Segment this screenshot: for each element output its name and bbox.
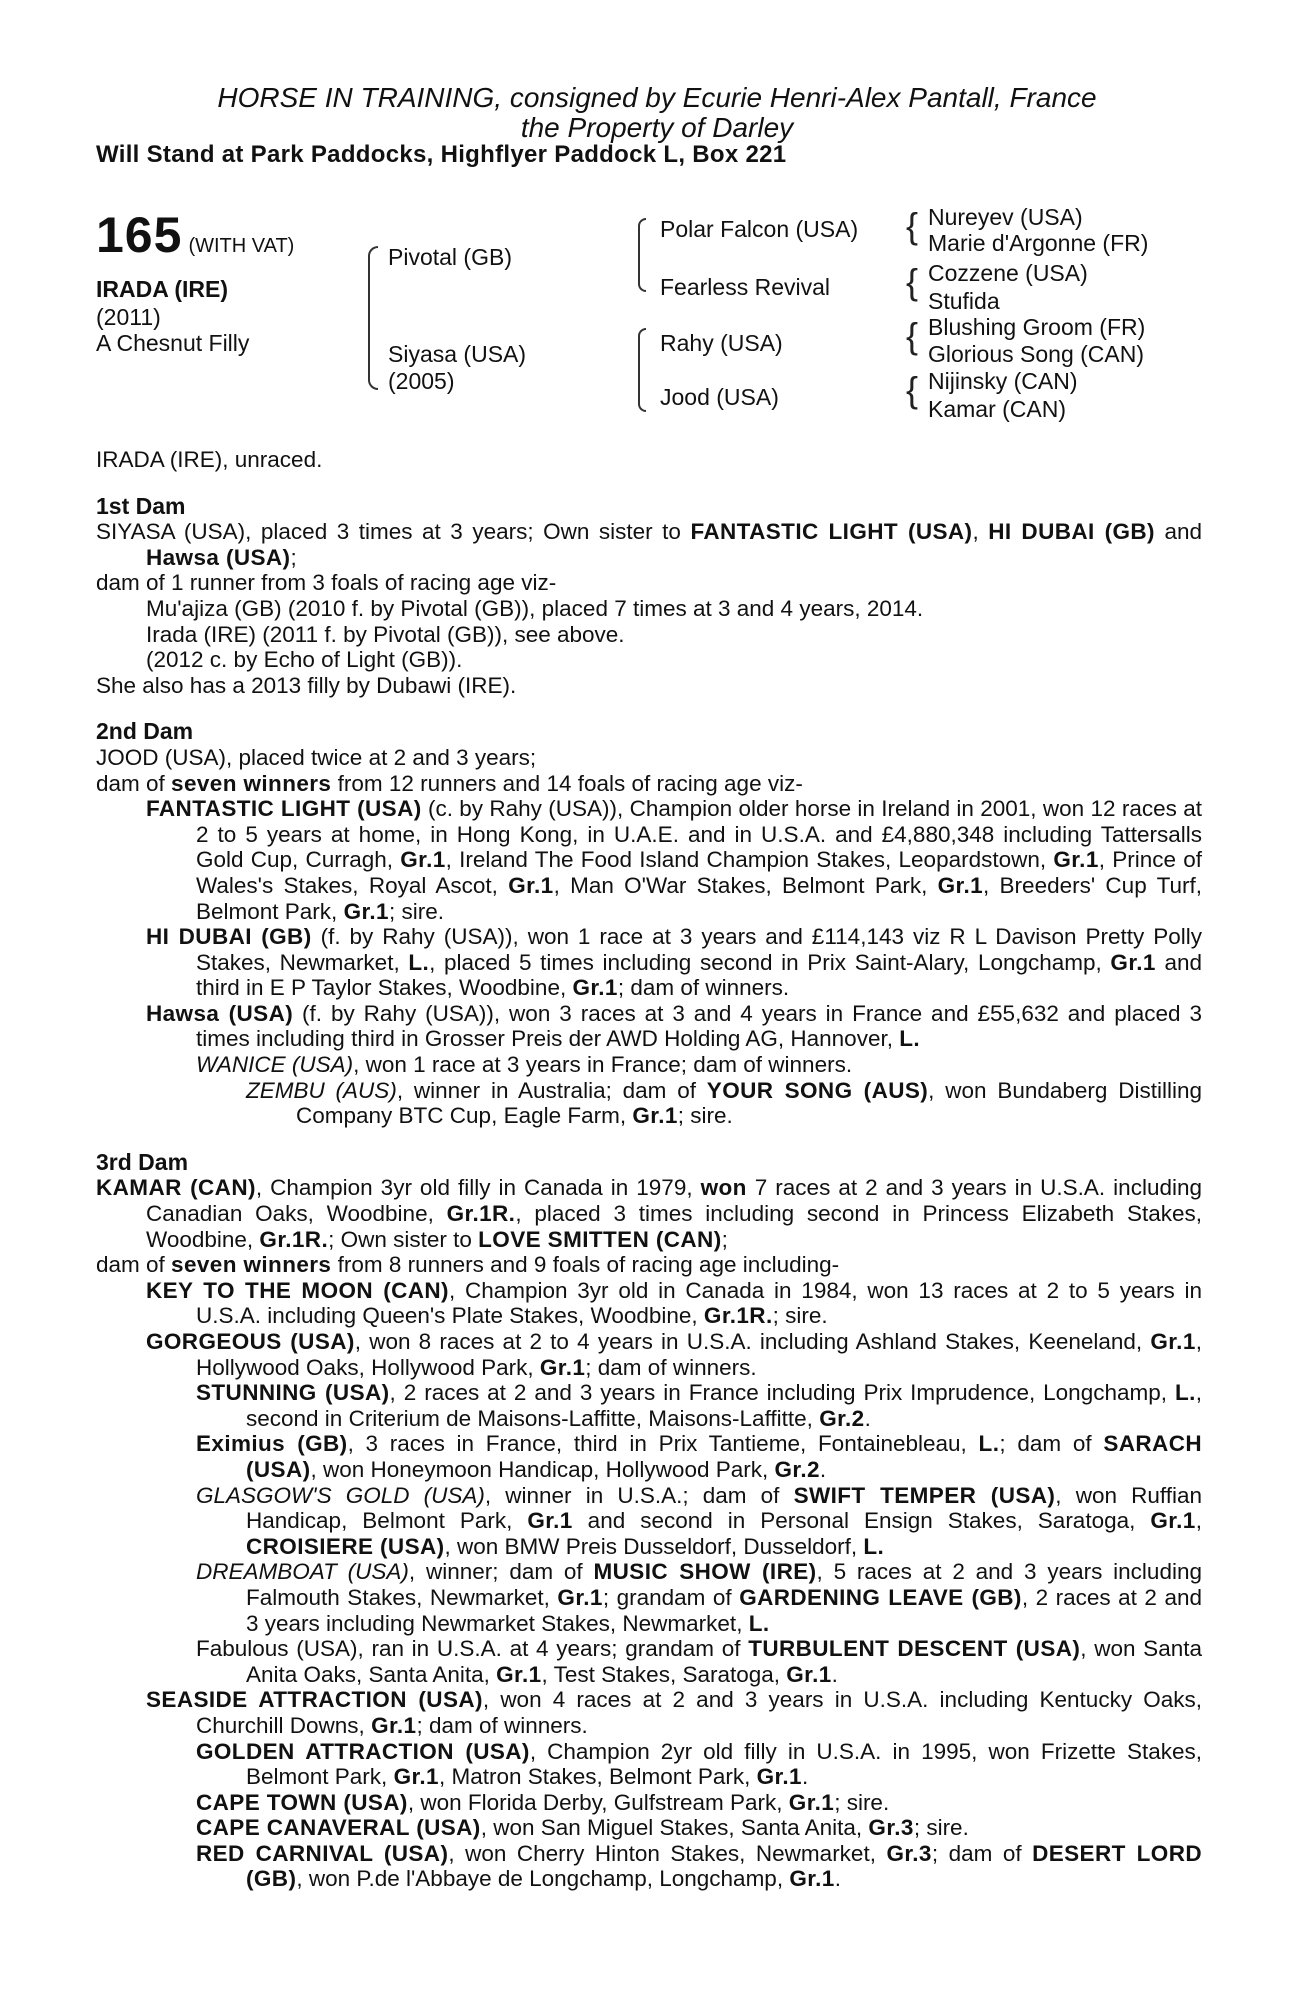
pedigree-brace: {	[906, 315, 919, 356]
pedigree-dsd: Glorious Song (CAN)	[928, 341, 1145, 367]
produce-entry: SEASIDE ATTRACTION (USA), won 4 races at 2 and 3 years in U.S.A. including Kentucky Oaks, Churchill Downs, Gr.1; dam of winners.	[146, 1687, 1202, 1738]
unraced-note: IRADA (IRE), unraced.	[96, 447, 323, 472]
pedigree-dam: Siyasa (USA)	[388, 341, 527, 367]
dam-paragraph: dam of seven winners from 8 runners and 9 foals of racing age including-	[96, 1252, 840, 1278]
produce-entry: HI DUBAI (GB) (f. by Rahy (USA)), won 1 race at 3 years and £114,143 viz R L Davison Pretty Polly Stakes, Newmarket, L., placed 5 times including second in Prix Saint-Alary, Longchamp, Gr.1 and third in E P Taylor Stakes, Woodbine, Gr.1; dam of winners.	[146, 924, 1202, 1001]
produce-entry: RED CARNIVAL (USA), won Cherry Hinton Stakes, Newmarket, Gr.3; dam of DESERT LORD (GB), won P.de l'Abbaye de Longchamp, Longchamp, Gr.1.	[196, 1840, 1202, 1892]
pedigree-dam-sire: Rahy (USA)	[660, 330, 783, 356]
pedigree-sire-sire: Polar Falcon (USA)	[660, 216, 859, 242]
horse-name: IRADA (IRE)	[96, 276, 229, 302]
produce-entry: Eximius (GB), 3 races in France, third in Prix Tantieme, Fontainebleau, L.; dam of SARACH (USA), won Honeymoon Handicap, Hollywood Park, Gr.2.	[196, 1431, 1202, 1482]
produce-line: Irada (IRE) (2011 f. by Pivotal (GB)), see above.	[146, 621, 625, 647]
pedigree-dam-dam: Jood (USA)	[660, 384, 779, 410]
pedigree-sire: Pivotal (GB)	[388, 244, 512, 270]
section-heading: 2nd Dam	[96, 718, 194, 745]
pedigree-brace	[638, 218, 646, 292]
pedigree-brace: {	[906, 205, 919, 246]
lot-vat: (WITH VAT)	[188, 235, 295, 257]
produce-line: She also has a 2013 filly by Dubawi (IRE).	[96, 672, 517, 698]
pedigree-brace: {	[906, 261, 919, 302]
section-heading: 3rd Dam	[96, 1148, 189, 1175]
produce-entry: GORGEOUS (USA), won 8 races at 2 to 4 years in U.S.A. including Ashland Stakes, Keeneland, Gr.1, Hollywood Oaks, Hollywood Park, Gr.1; dam of winners.	[146, 1329, 1203, 1380]
produce-line: (2012 c. by Echo of Light (GB)).	[146, 647, 463, 673]
catalogue-body	[96, 447, 1202, 1892]
pedigree-ddd: Kamar (CAN)	[928, 396, 1067, 422]
pedigree-brace	[368, 246, 378, 390]
dam-paragraph: dam of seven winners from 12 runners and 14 foals of racing age viz-	[96, 770, 803, 796]
dam-paragraph: KAMAR (CAN), Champion 3yr old filly in Canada in 1979, won 7 races at 2 and 3 years in U.S.A. including Canadian Oaks, Woodbine, Gr.1R., placed 3 times including second in Princess Elizabeth Stakes, Woodbine, Gr.1R.; Own sister to LOVE SMITTEN (CAN);	[96, 1175, 1202, 1252]
produce-entry: Fabulous (USA), ran in U.S.A. at 4 years; grandam of TURBULENT DESCENT (USA), won Santa Anita Oaks, Santa Anita, Gr.1, Test Stakes, Saratoga, Gr.1.	[196, 1636, 1202, 1687]
horse-year: (2011)	[96, 304, 161, 330]
header-title: HORSE IN TRAINING, consigned by Ecurie Henri-Alex Pantall, France	[217, 82, 1097, 113]
pedigree-sdd: Stufida	[928, 288, 1000, 314]
produce-entry: STUNNING (USA), 2 races at 2 and 3 years in France including Prix Imprudence, Longchamp, L., second in Criterium de Maisons-Laffitte, Maisons-Laffitte, Gr.2.	[196, 1380, 1202, 1431]
lot-block	[96, 206, 294, 264]
dam-paragraph: JOOD (USA), placed twice at 2 and 3 years;	[96, 744, 537, 770]
pedigree-ssd: Marie d'Argonne (FR)	[928, 230, 1149, 256]
produce-line: Mu'ajiza (GB) (2010 f. by Pivotal (GB)), placed 7 times at 3 and 4 years, 2014.	[146, 595, 924, 621]
produce-entry: CAPE TOWN (USA), won Florida Derby, Gulfstream Park, Gr.1; sire.	[196, 1789, 890, 1815]
header-location: Will Stand at Park Paddocks, Highflyer Paddock L, Box 221	[96, 141, 787, 168]
pedigree-sss: Nureyev (USA)	[928, 204, 1083, 230]
produce-entry: GOLDEN ATTRACTION (USA), Champion 2yr old filly in U.S.A. in 1995, won Frizette Stakes, Belmont Park, Gr.1, Matron Stakes, Belmont Park, Gr.1.	[196, 1738, 1202, 1790]
horse-description: A Chesnut Filly	[96, 330, 250, 356]
pedigree-sds: Cozzene (USA)	[928, 260, 1088, 286]
pedigree-dam-year: (2005)	[388, 368, 455, 394]
pedigree-brace	[638, 328, 646, 412]
lot-number: 165	[96, 207, 183, 263]
produce-entry: WANICE (USA), won 1 race at 3 years in France; dam of winners.	[196, 1052, 853, 1078]
pedigree-dss: Blushing Groom (FR)	[928, 314, 1146, 340]
produce-entry: CAPE CANAVERAL (USA), won San Miguel Stakes, Santa Anita, Gr.3; sire.	[196, 1815, 969, 1841]
dam-paragraph: dam of 1 runner from 3 foals of racing age viz-	[96, 570, 557, 596]
produce-entry: KEY TO THE MOON (CAN), Champion 3yr old in Canada in 1984, won 13 races at 2 to 5 years in U.S.A. including Queen's Plate Stakes, Woodbine, Gr.1R.; sire.	[146, 1277, 1203, 1329]
pedigree-sire-dam: Fearless Revival	[660, 274, 830, 300]
header-subtitle: the Property of Darley	[520, 112, 794, 143]
produce-entry: ZEMBU (AUS), winner in Australia; dam of YOUR SONG (AUS), won Bundaberg Distilling Company BTC Cup, Eagle Farm, Gr.1; sire.	[246, 1077, 1202, 1129]
produce-entry: GLASGOW'S GOLD (USA), winner in U.S.A.; dam of SWIFT TEMPER (USA), won Ruffian Handicap, Belmont Park, Gr.1 and second in Personal Ensign Stakes, Saratoga, Gr.1, CROISIERE (USA), won BMW Preis Dusseldorf, Dusseldorf, L.	[196, 1482, 1202, 1559]
pedigree-dds: Nijinsky (CAN)	[928, 368, 1078, 394]
pedigree-brace: {	[906, 369, 919, 410]
produce-entry: FANTASTIC LIGHT (USA) (c. by Rahy (USA)), Champion older horse in Ireland in 2001, won 12 races at 2 to 5 years at home, in Hong Kong, in U.A.E. and in U.S.A. and £4,880,348 including Tattersalls Gold Cup, Curragh, Gr.1, Ireland The Food Island Champion Stakes, Leopardstown, Gr.1, Prince of Wales's Stakes, Royal Ascot, Gr.1, Man O'War Stakes, Belmont Park, Gr.1, Breeders' Cup Turf, Belmont Park, Gr.1; sire.	[146, 796, 1202, 924]
produce-entry: DREAMBOAT (USA), winner; dam of MUSIC SHOW (IRE), 5 races at 2 and 3 years including Falmouth Stakes, Newmarket, Gr.1; grandam of GARDENING LEAVE (GB), 2 races at 2 and 3 years including Newmarket Stakes, Newmarket, L.	[196, 1559, 1203, 1636]
produce-entry: Hawsa (USA) (f. by Rahy (USA)), won 3 races at 3 and 4 years in France and £55,632 and placed 3 times including third in Grosser Preis der AWD Holding AG, Hannover, L.	[146, 1000, 1203, 1052]
dam-paragraph: SIYASA (USA), placed 3 times at 3 years; Own sister to FANTASTIC LIGHT (USA), HI DUBAI (GB) and Hawsa (USA);	[96, 519, 1202, 570]
section-heading: 1st Dam	[96, 492, 186, 519]
